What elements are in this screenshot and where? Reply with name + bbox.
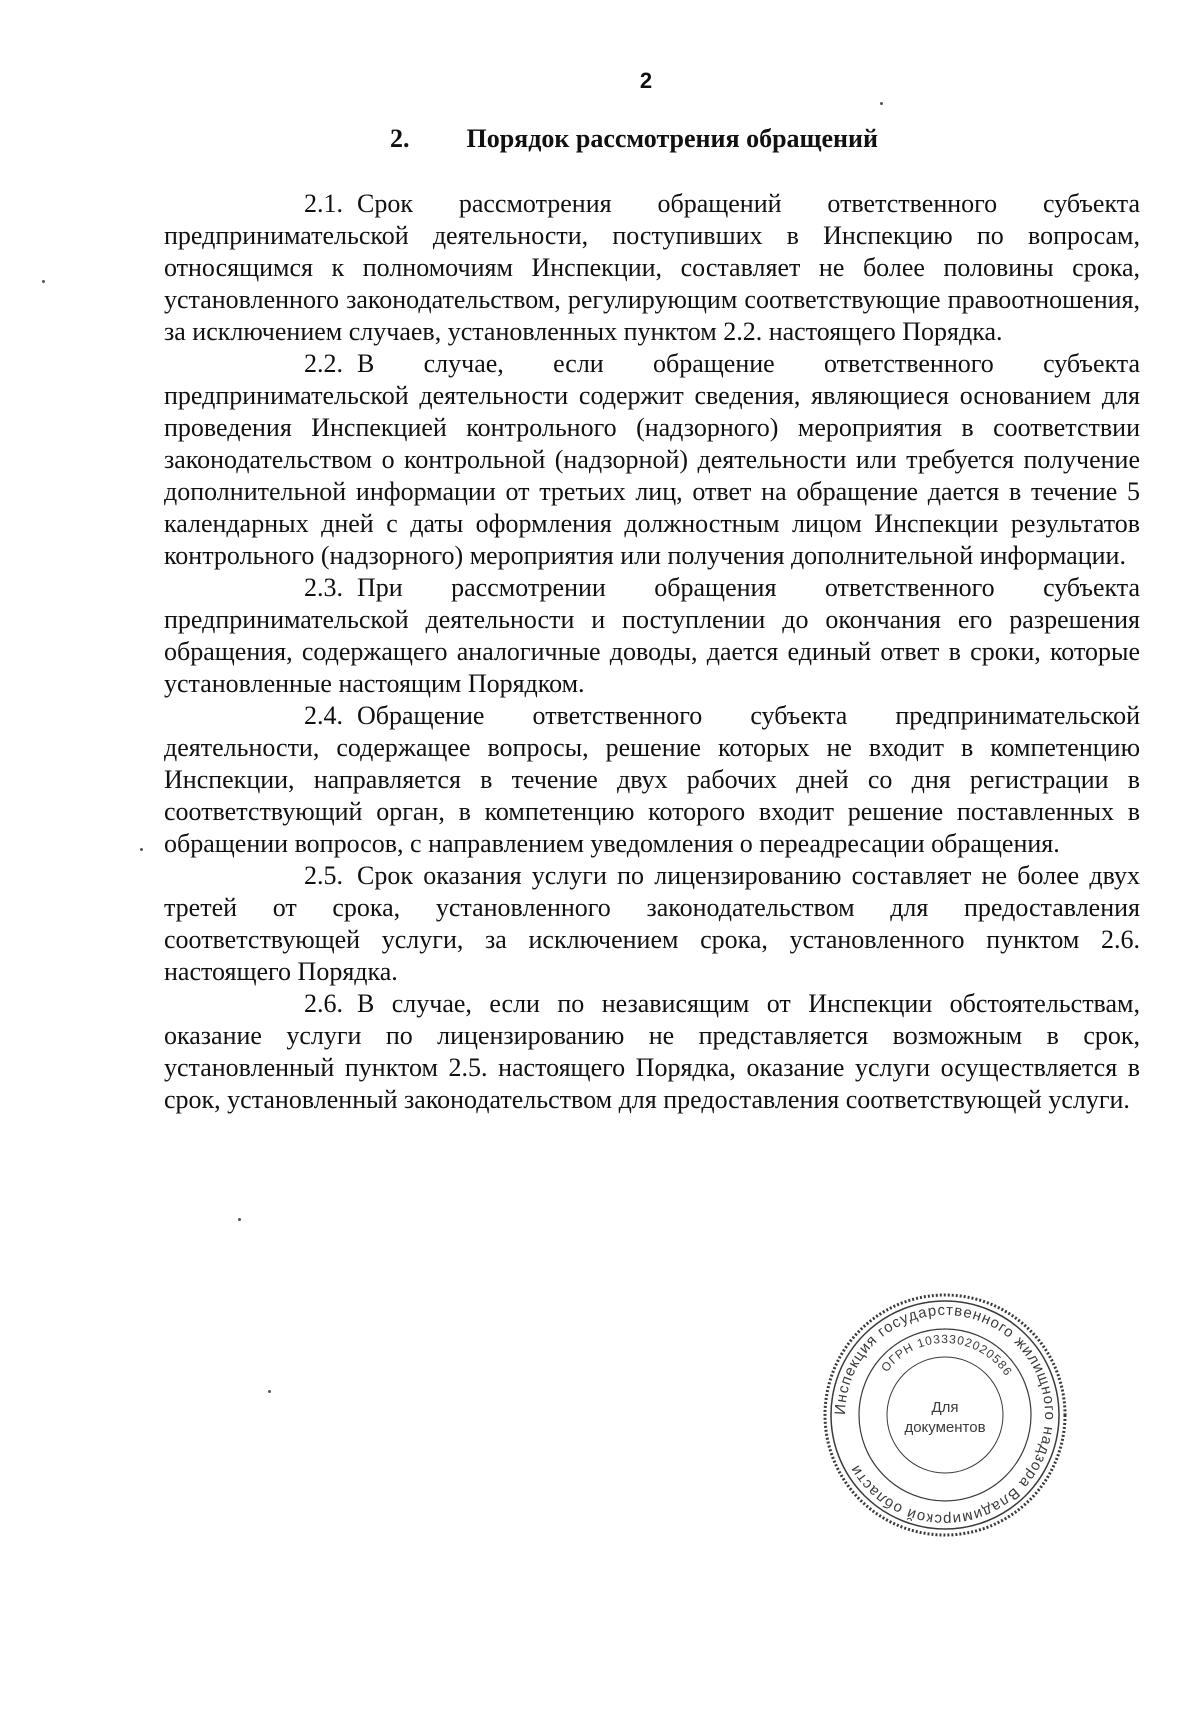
paragraph-text: Обращение ответственного субъекта предпринимательской деятельности, содержащее вопросы, решение которых не входит в компетенцию Инспекции, направляется в течение двух рабочих дней со дня регистрации в соответствующий орган, в компетенцию которого входит решение поставленных в обращении вопросов, с направлением уведомления о переадресации обращения.	[164, 701, 1140, 858]
page-number: 2	[639, 68, 653, 93]
paragraph-number: 2.6.	[304, 989, 343, 1018]
paragraph-number: 2.2.	[304, 349, 343, 378]
paragraph-2-6	[164, 988, 1140, 1116]
section-heading	[390, 124, 878, 154]
paragraph-number: 2.4.	[304, 701, 343, 730]
seal-outer-text: Инспекция государственного жилищного надзора Владимирской области	[831, 1301, 1059, 1529]
paragraph-number: 2.3.	[304, 573, 343, 602]
paragraph-text: В случае, если по независящим от Инспекции обстоятельствам, оказание услуги по лицензированию не представляется возможным в срок, установленный пунктом 2.5. настоящего Порядка, оказание услуги осуществляется в срок, установленный законодательством для предоставления соответствующей услуги.	[164, 989, 1140, 1114]
seal-inner-text: ОГРН 1033302020586	[878, 1331, 1016, 1379]
paragraph-text: Срок оказания услуги по лицензированию составляет не более двух третей от срока, установленного законодательством для предоставления соответствующей услуги, за исключением срока, установленного пунктом 2.6. настоящего Порядка.	[164, 861, 1140, 986]
paragraph-2-2	[164, 348, 1140, 572]
paragraph-2-5	[164, 860, 1140, 988]
scan-speck	[238, 1218, 241, 1221]
paragraph-text: В случае, если обращение ответственного субъекта предпринимательской деятельности содержит сведения, являющиеся основанием для проведения Инспекцией контрольного (надзорного) мероприятия в соответствии законодательством о контрольной (надзорной) деятельности или требуется получение дополнительной информации от третьих лиц, ответ на обращение дается в течение 5 календарных дней с даты оформления должностным лицом Инспекции результатов контрольного (надзорного) мероприятия или получения дополнительной информации.	[164, 349, 1140, 570]
section-title: Порядок рассмотрения обращений	[466, 124, 878, 153]
seal-graphic	[820, 1290, 1070, 1540]
paragraph-text: Срок рассмотрения обращений ответственного субъекта предпринимательской деятельности, поступивших в Инспекцию по вопросам, относящимся к полномочиям Инспекции, составляет не более половины срока, установленного законодательством, регулирующим соответствующие правоотношения, за исключением случаев, установленных пунктом 2.2. настоящего Порядка.	[164, 189, 1140, 346]
svg-text:ОГРН 1033302020586	[878, 1332, 1015, 1379]
scan-speck	[42, 280, 45, 283]
paragraph-2-1	[164, 188, 1140, 348]
paragraph-2-4	[164, 700, 1140, 860]
official-seal	[820, 1290, 1070, 1540]
seal-center-line1: Для	[931, 1399, 959, 1416]
paragraph-text: При рассмотрении обращения ответственного субъекта предпринимательской деятельности и поступлении до окончания его разрешения обращения, содержащего аналогичные доводы, дается единый ответ в сроки, которые установленные настоящим Порядком.	[164, 573, 1140, 698]
scan-speck	[268, 1390, 271, 1393]
paragraph-number: 2.1.	[304, 189, 343, 218]
paragraph-number: 2.5.	[304, 861, 343, 890]
scan-speck	[140, 848, 143, 851]
scan-speck	[880, 102, 883, 105]
seal-center-line2: документов	[904, 1419, 986, 1436]
section-number: 2.	[390, 124, 410, 153]
paragraph-2-3	[164, 572, 1140, 700]
document-body	[164, 188, 1140, 1116]
